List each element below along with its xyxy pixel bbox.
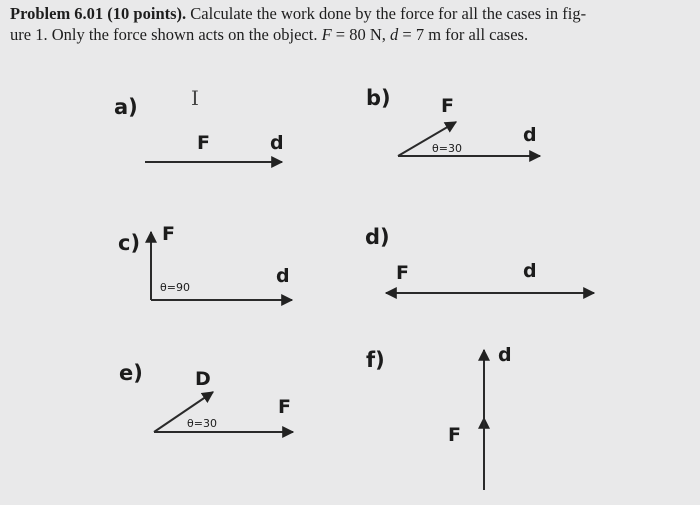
case-b-label: b) [366,86,391,110]
force-symbol: F [321,25,332,44]
problem-title: Problem 6.01 (10 points). [10,4,187,23]
case-f-displacement-label: d [498,344,512,366]
text-cursor-icon: I [191,86,199,110]
problem-text-line1: Calculate the work done by the force for all the cases in fig- [190,4,587,23]
problem-text-line2: ure 1. Only the force shown acts on the object. [10,25,318,44]
case-c-force-label: F [162,223,175,245]
case-c-angle-label: θ=90 [160,281,190,294]
force-value: = 80 N, [331,25,391,44]
case-b-displacement-label: d [523,124,537,146]
case-c-label: c) [118,231,141,255]
case-a-displacement-label: d [270,132,284,154]
case-a-force-label: F [197,132,210,154]
case-d-label: d) [365,225,390,249]
case-c-displacement-label: d [276,265,290,287]
case-e-label: e) [119,361,143,385]
distance-value: = 7 m for all cases. [398,25,529,44]
case-b-force-label: F [441,95,454,117]
case-e-angle-label: θ=30 [187,417,217,430]
case-b-angle-label: θ=30 [432,142,462,155]
case-a-label: a) [114,95,138,119]
distance-symbol: d [390,25,399,44]
case-d-displacement-label: d [523,260,537,282]
case-d-force-label: F [396,262,409,284]
case-e-force-label: D [195,368,211,390]
case-e-side-label: F [278,396,291,418]
case-f-force-label: F [448,424,461,446]
case-f-label: f) [366,348,385,372]
